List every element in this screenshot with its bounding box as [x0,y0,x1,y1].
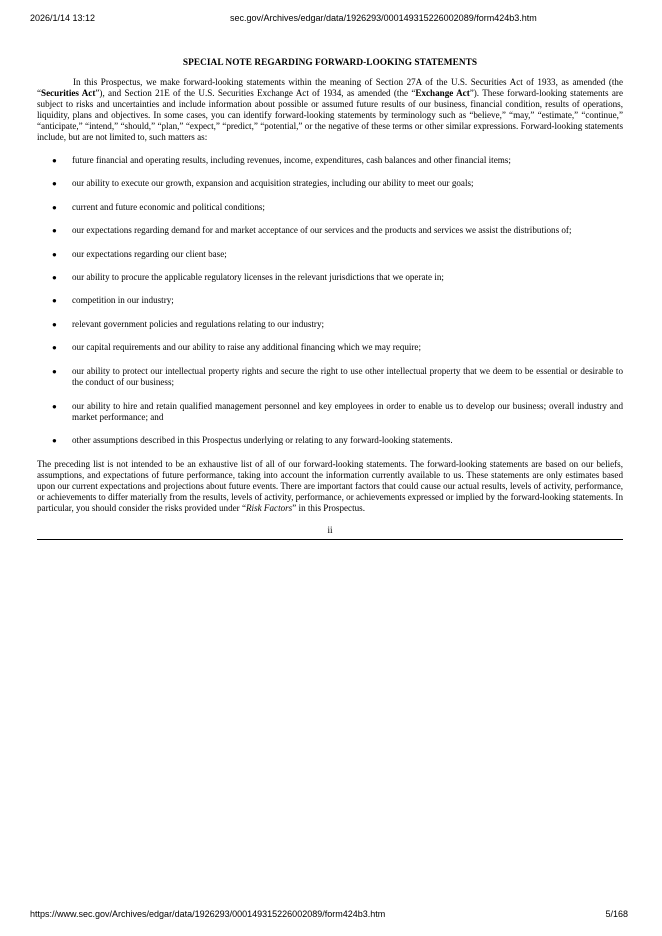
list-item-text: current and future economic and political conditions; [72,201,265,212]
bullet-icon: ● [52,343,57,353]
document-body [37,58,623,540]
list-item-text: our capital requirements and our ability to raise any additional financing which we may require; [72,342,421,353]
bullet-icon: ● [52,319,57,329]
list-item-text: our expectations regarding our client base; [72,248,227,259]
list-item-text: our ability to protect our intellectual property rights and secure the right to use other intellectual property that we deem to be essential or desirable to the conduct of our business; [72,365,623,388]
list-item [37,435,623,446]
exchange-act-term: Exchange Act [415,88,470,99]
bullet-icon: ● [52,366,57,376]
bullet-icon: ● [52,436,57,446]
print-page-counter: 5/168 [605,909,628,919]
intro-text-1: In this Prospectus, we make forward-looking statements within the meaning of Section 27A of the U.S. Securities Act of 1933, as amended (the “ [37,77,623,99]
list-item-text: future financial and operating results, including revenues, income, expenditures, cash balances and other financial items; [72,154,511,165]
list-item-text: relevant government policies and regulations relating to our industry; [72,318,325,329]
page-divider [37,539,623,540]
list-item [37,295,623,306]
list-item [37,401,623,423]
list-item [37,366,623,388]
bullet-icon: ● [52,155,57,165]
forward-looking-matters-list [37,155,623,447]
list-item-text: our ability to execute our growth, expansion and acquisition strategies, including our ability to meet our goals; [72,178,474,189]
list-item [37,272,623,283]
bullet-icon: ● [52,179,57,189]
section-title: SPECIAL NOTE REGARDING FORWARD-LOOKING STATEMENTS [182,58,478,68]
list-item [37,225,623,236]
list-item [37,319,623,330]
bullet-icon: ● [52,202,57,212]
list-item-text: our ability to hire and retain qualified management personnel and key employees in order to enable us to develop our business; overall industry and market performance; and [72,400,623,422]
list-item [37,342,623,353]
list-item-text: our expectations regarding demand for and market acceptance of our services and the products and services we assist the distributions of; [72,225,572,236]
print-footer [0,909,662,921]
print-page-title: sec.gov/Archives/edgar/data/1926293/000149315226002089/form424b3.htm [230,13,537,23]
list-item-text: competition in our industry; [72,295,174,306]
bullet-icon: ● [52,401,57,411]
list-item [37,202,623,213]
closing-text-2: ” in this Prospectus. [292,502,365,513]
closing-paragraph [37,459,623,514]
list-item [37,155,623,166]
list-item [37,249,623,260]
bullet-icon: ● [52,272,57,282]
print-datetime: 2026/1/14 13:12 [30,13,96,23]
list-item-text: other assumptions described in this Prospectus underlying or relating to any forward-looking statements. [72,435,453,446]
risk-factors-reference: Risk Factors [246,502,293,513]
intro-paragraph [37,77,623,144]
closing-text-1: The preceding list is not intended to be an exhaustive list of all of our forward-looking statements. The forward-looking statements are based on our beliefs, assumptions, and expectations of future performance, taking into account the information currently available to us. These statements are only estimates based upon our current expectations and projections about future events. There are important factors that could cause our actual results, levels of activity, performance, or achievements to differ materially from the results, levels of activity, performance, or achievements expressed or implied by the forward-looking statements. In particular, you should consider the risks provided under “ [37,458,623,513]
intro-text-2: ”), and Section 21E of the U.S. Securities Exchange Act of 1934, as amended (the “ [95,88,416,99]
print-url: https://www.sec.gov/Archives/edgar/data/1926293/000149315226002089/form424b3.htm [30,909,386,919]
bullet-icon: ● [52,296,57,306]
print-header [0,13,662,25]
bullet-icon: ● [52,249,57,259]
list-item-text: our ability to procure the applicable regulatory licenses in the relevant jurisdictions that we operate in; [72,271,444,282]
bullet-icon: ● [52,226,57,236]
intro-text-3: ”). These forward-looking statements are subject to risks and uncertainties and include information about possible or assumed future results of our business, financial condition, results of operations, liquidity, plans and objectives. In some cases, you can identify forward-looking statements by terminology such as “believe,” “may,” “estimate,” “continue,” “anticipate,” “intend,” “should,” “plan,” “expect,” “predict,” “potential,” or the negative of these terms or other similar expressions. Forward-looking statements include, but are not limited to, such matters as: [37,88,623,143]
page-number: ii [327,525,333,536]
securities-act-term: Securities Act [41,88,96,99]
list-item [37,178,623,189]
